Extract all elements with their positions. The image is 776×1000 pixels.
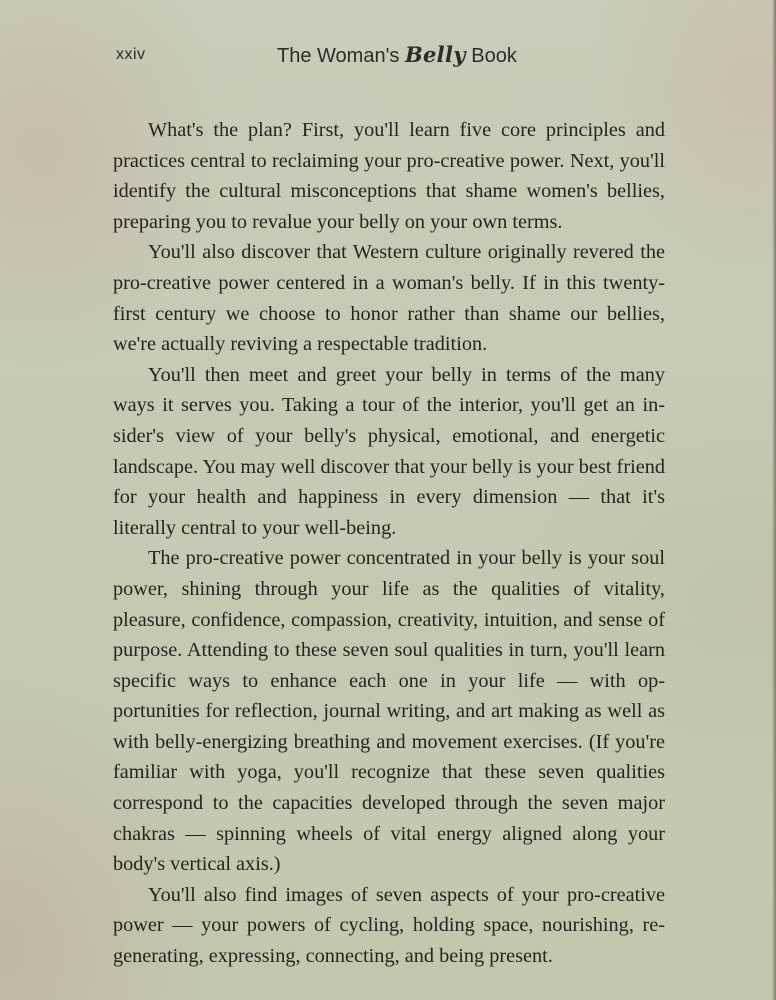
paragraph: The pro-creative power concentrated in your belly is your soul power, shining through your life as the qualities of vitality, pleasure, confidence, compassion, creativity, intuition, and sense of purpose. Attending to these seven soul qualities in turn, you'll learn specific ways to enhance each one in your life — with opportunities for reflection, journal writing, and art making as well as with belly-energizing breathing and movement exercises. (If you're familiar with yoga, you'll recognize that these seven qualities correspond to the capacities developed through the seven major chakras — spinning wheels of vital energy aligned along your body's vertical axis.) (113, 547, 665, 876)
page-edge-shadow (772, 0, 776, 1000)
running-title (277, 42, 517, 68)
paragraph: You'll then meet and greet your belly in terms of the many ways it serves you. Taking a tour of the interior, you'll get an insider's view of your belly's physical, emotional, and energetic landscape. You may well discover that your belly is your best friend for your health and happiness in every dimension — that it's literally central to your well-being. (113, 363, 665, 539)
paragraph: You'll also discover that Western culture originally revered the pro-creative power centered in a woman's belly. If in this twenty-first century we choose to honor rather than shame our bellies, we're actually reviving a respectable tradition. (113, 241, 665, 356)
running-title-after: Book (465, 45, 517, 67)
page-number: xxiv (116, 46, 146, 63)
running-title-emphasis: Belly (404, 42, 466, 67)
running-title-before: The Woman's (277, 45, 405, 67)
paragraph: What's the plan? First, you'll learn five core principles and practices central to reclaiming your pro-creative power. Next, you'll identify the cultural misconceptions that shame women's bellies, preparing you to revalue your belly on your own terms. (113, 119, 665, 233)
running-head (0, 42, 776, 72)
body-text (113, 115, 665, 972)
paragraph: You'll also find images of seven aspects of your pro-creative power — your powers of cycling, holding space, nourishing, regenerating, expressing, connecting, and being present. (113, 883, 665, 968)
